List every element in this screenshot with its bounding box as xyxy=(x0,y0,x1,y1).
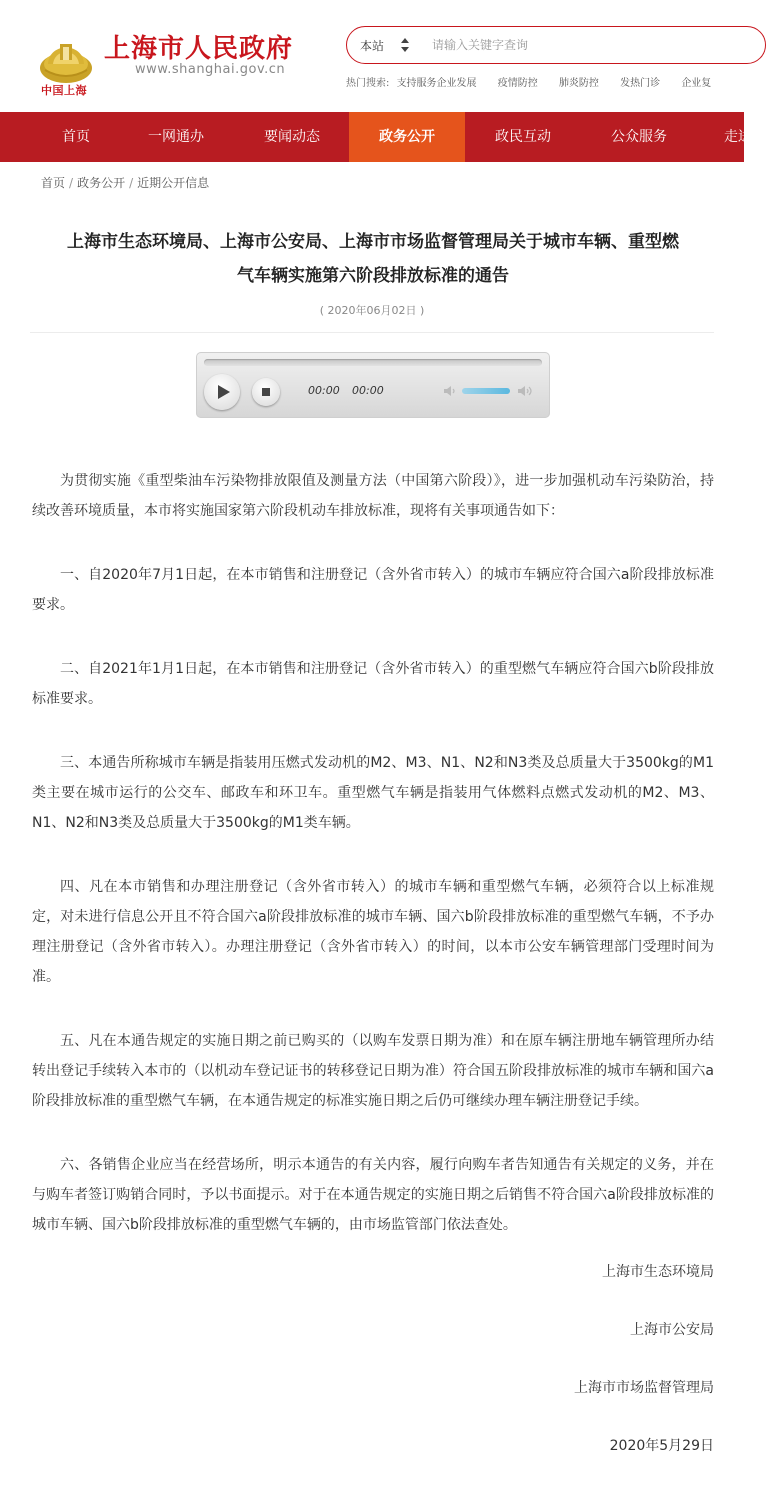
publish-date: ( 2020年06月02日 ) xyxy=(319,304,425,317)
breadcrumb-link-recent[interactable]: 近期公开信息 xyxy=(137,176,210,190)
search-scope-select[interactable]: 本站 xyxy=(360,39,385,53)
main-nav xyxy=(0,112,752,162)
hot-search-link[interactable]: 支持服务企业发展 xyxy=(396,78,477,89)
updown-arrows-icon[interactable] xyxy=(400,33,410,57)
breadcrumb xyxy=(41,174,209,191)
paragraph: 二、自2021年1月1日起，在本市销售和注册登记（含外省市转入）的重型燃气车辆应符合国六b阶段排放标准要求。 xyxy=(32,661,714,707)
volume-low-icon[interactable] xyxy=(442,383,458,399)
search-input[interactable] xyxy=(432,34,752,56)
nav-item-one-network[interactable]: 一网通办 xyxy=(148,129,204,145)
paragraph: 四、凡在本市销售和办理注册登记（含外省市转入）的城市车辆和重型燃气车辆，必须符合以上标准规定，对未进行信息公开且不符合国六a阶段排放标准的城市车辆、国六b阶段排放标准的重型燃气车辆，不予办理注册登记（含外省市转入）。办理注册登记（含外省市转入）的时间，以本市公安车辆管理部门受理时间为准。 xyxy=(32,879,714,985)
nav-item-gov-affairs[interactable]: 政务公开 xyxy=(349,112,465,162)
hot-searches-label: 热门搜索: xyxy=(346,78,390,89)
audio-player xyxy=(196,352,550,418)
hot-search-link[interactable]: 肺炎防控 xyxy=(558,78,599,89)
play-icon xyxy=(204,374,240,410)
audio-progress-track[interactable] xyxy=(204,359,542,366)
hot-search-link[interactable]: 发热门诊 xyxy=(620,78,661,89)
logo-caption: 中国上海 xyxy=(41,84,87,97)
paragraph: 三、本通告所称城市车辆是指装用压燃式发动机的M2、M3、N1、N2和N3类及总质量大于3500kg的M1类主要在城市运行的公交车、邮政车和环卫车。重型燃气车辆是指装用气体燃料点燃式发动机的M2、M3、N1、N2和N3类及总质量大于3500kg的M1类车辆。 xyxy=(32,755,714,831)
nav-item-home[interactable]: 首页 xyxy=(62,129,90,145)
play-button[interactable] xyxy=(204,374,240,410)
signature-agency: 上海市市场监督管理局 xyxy=(574,1380,714,1396)
article-body xyxy=(32,466,714,1274)
paragraph: 为贯彻实施《重型柴油车污染物排放限值及测量方法（中国第六阶段）》，进一步加强机动车污染防治，持续改善环境质量，本市将实施国家第六阶段机动车排放标准，现将有关事项通告如下： xyxy=(32,473,714,519)
shanghai-emblem-logo[interactable] xyxy=(33,24,99,90)
nav-item-interaction[interactable]: 政民互动 xyxy=(495,129,551,145)
article-title xyxy=(30,225,716,293)
volume-slider[interactable] xyxy=(462,388,510,394)
site-url: www.shanghai.gov.cn xyxy=(135,62,286,77)
nav-item-explore[interactable]: 走进 xyxy=(724,129,752,145)
paragraph: 六、各销售企业应当在经营场所，明示本通告的有关内容，履行向购车者告知通告有关规定的义务，并在与购车者签订购销合同时，予以书面提示。对于在本通告规定的实施日期之后销售不符合国六a阶段排放标准的城市车辆、国六b阶段排放标准的重型燃气车辆的，由市场监管部门依法查处。 xyxy=(32,1157,714,1233)
breadcrumb-separator: / xyxy=(69,176,74,190)
breadcrumb-separator: / xyxy=(129,176,134,190)
stop-icon xyxy=(252,378,280,406)
signature-date: 2020年5月29日 xyxy=(609,1438,714,1454)
volume-high-icon[interactable] xyxy=(516,383,534,399)
divider xyxy=(30,332,714,333)
nav-item-news[interactable]: 要闻动态 xyxy=(264,129,320,145)
site-header xyxy=(0,0,744,112)
breadcrumb-link-gov-affairs[interactable]: 政务公开 xyxy=(77,176,126,190)
current-time: 00:00 xyxy=(308,384,340,397)
signature-agency: 上海市生态环境局 xyxy=(602,1264,714,1280)
article-title-line: 气车辆实施第六阶段排放标准的通告 xyxy=(237,266,509,286)
hot-search-link[interactable]: 疫情防控 xyxy=(497,78,538,89)
signature-agency: 上海市公安局 xyxy=(630,1322,714,1338)
signature-block xyxy=(574,1262,714,1494)
breadcrumb-link-home[interactable]: 首页 xyxy=(41,176,66,190)
duration: 00:00 xyxy=(352,384,384,397)
hot-search-link[interactable]: 企业复 xyxy=(681,78,712,89)
paragraph: 五、凡在本通告规定的实施日期之前已购买的（以购车发票日期为准）和在原车辆注册地车辆管理所办结转出登记手续转入本市的（以机动车登记证书的转移登记日期为准）符合国五阶段排放标准的城市车辆和国六a阶段排放标准的重型燃气车辆，在本通告规定的标准实施日期之后仍可继续办理车辆注册登记手续。 xyxy=(32,1033,714,1109)
stop-button[interactable] xyxy=(252,378,280,406)
nav-item-public-service[interactable]: 公众服务 xyxy=(611,129,667,145)
hot-searches xyxy=(346,74,729,89)
site-title[interactable]: 上海市人民政府 xyxy=(104,34,294,64)
paragraph: 一、自2020年7月1日起，在本市销售和注册登记（含外省市转入）的城市车辆应符合国六a阶段排放标准要求。 xyxy=(32,567,714,613)
article-title-line: 上海市生态环境局、上海市公安局、上海市市场监督管理局关于城市车辆、重型燃 xyxy=(67,232,679,252)
search-box xyxy=(346,26,766,64)
